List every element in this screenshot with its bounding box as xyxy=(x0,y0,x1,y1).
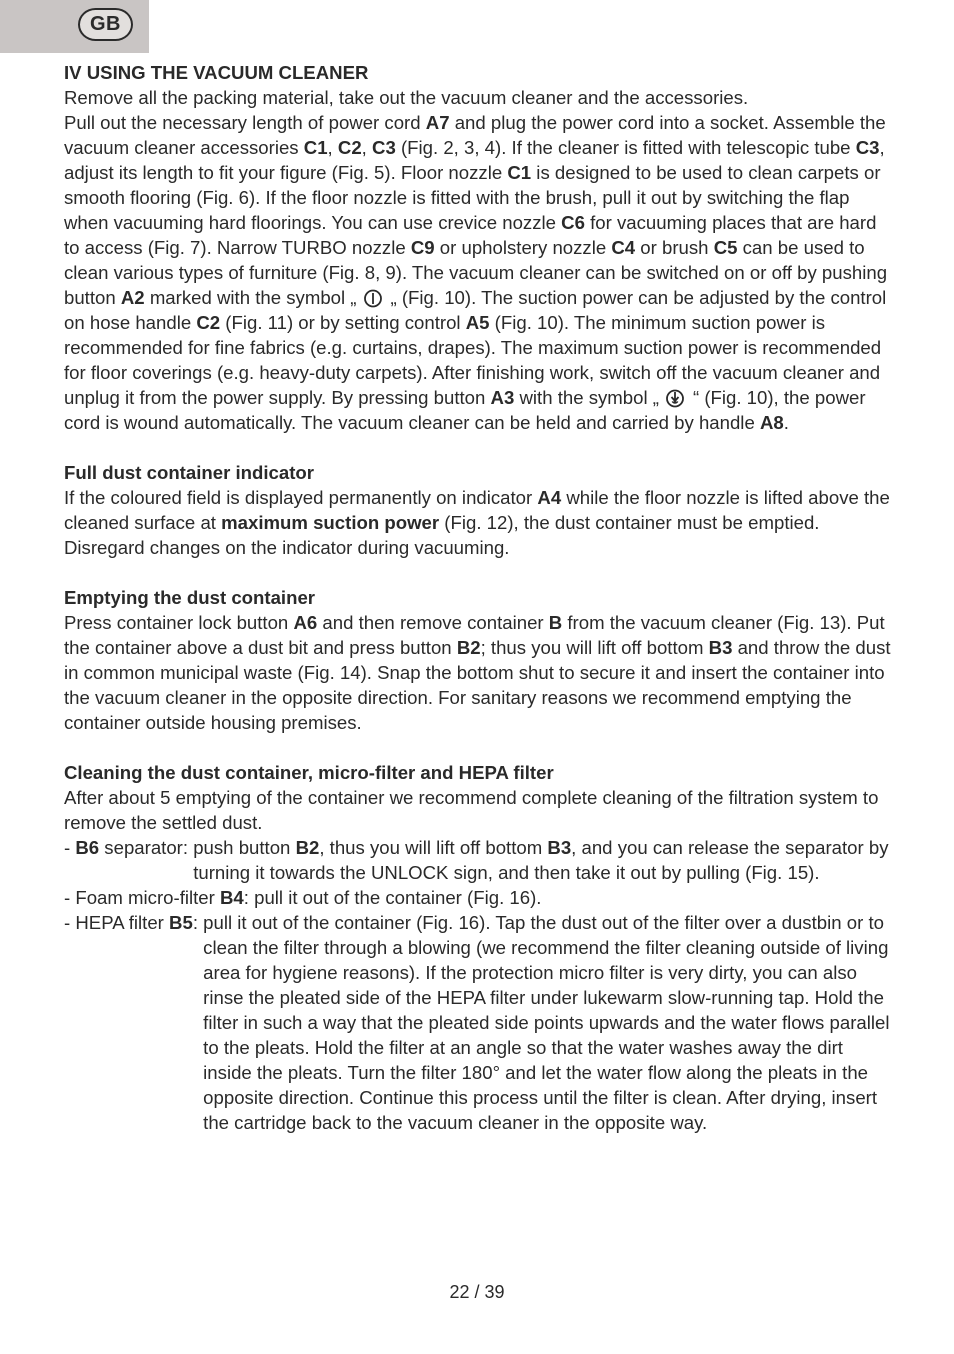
section-title-emptying: Emptying the dust container xyxy=(64,587,316,608)
spacer xyxy=(64,435,894,460)
list-item-body: pull it out of the container (Fig. 16). Tap the dust out of the filter over a dustbin or to clean the filter through a blowing (we recommend the filter cleaning outside of living area for hygiene reasons). If the protection micro filter is very dirty, you can also rinse the pleated side of the HEPA filter under lukewarm slow-running tap. Hold the filter in such a way that the pleated side points upwards and the water flows parallel to the pleats. Hold the filter at an angle so that the water washes away the dirt inside the pleats. Turn the filter 180° and let the water flow along the pleats in the opposite direction. Continue this process until the filter is clean. After drying, insert the cartridge back to the vacuum cleaner in the opposite way. xyxy=(203,912,890,1133)
list-item-b6-separator xyxy=(64,835,894,885)
spacer xyxy=(64,735,894,760)
section-using-body: Pull out the necessary length of power cord A7 and plug the power cord into a socket. Assemble the vacuum cleaner accessories C1, C2, C3 (Fig. 2, 3, 4). If the cleaner is fitted with telescopic tube C3, adjust its length to fit your figure (Fig. 5). Floor nozzle C1 is designed to be used to clean carpets or smooth flooring (Fig. 6). If the floor nozzle is fitted with the brush, pull it out by switching the flap when vacuuming hard floorings. You can use crevice nozzle C6 for vacuuming places that are hard to access (Fig. 7). Narrow TURBO nozzle C9 or upholstery nozzle C4 or brush C5 can be used to clean various types of furniture (Fig. 8, 9). The vacuum cleaner can be switched on or off by pushing button A2 marked with the symbol „ „ (Fig. 10). The suction power can be adjusted by the control on hose handle C2 (Fig. 11) or by setting control A5 (Fig. 10). The minimum suction power is recommended for fine fabrics (e.g. curtains, drapes). The maximum suction power is recommended for floor coverings (e.g. heavy-duty carpets). After finishing work, switch off the vacuum cleaner and unplug it from the power supply. By pressing button A3 with the symbol „ “ (Fig. 10), the power cord is wound automatically. The vacuum cleaner can be held and carried by handle A8. xyxy=(64,112,888,433)
section-cleaning-intro: After about 5 emptying of the container we recommend complete cleaning of the filtration system to remove the settled dust. xyxy=(64,787,879,833)
section-indicator-body: If the coloured field is displayed permanently on indicator A4 while the floor nozzle is lifted above the cleaned surface at maximum suction power (Fig. 12), the dust container must be emptied. Disregard changes on the indicator during vacuuming. xyxy=(64,487,890,558)
language-tab xyxy=(0,0,149,53)
cord-rewind-icon xyxy=(665,388,685,408)
section-title-indicator: Full dust container indicator xyxy=(64,462,314,483)
list-item-body: push button B2, thus you will lift off bottom B3, and you can release the separator by turning it towards the UNLOCK sign, and then take it out by pulling (Fig. 15). xyxy=(193,837,889,883)
list-item-lead: - B6 separator: xyxy=(64,837,194,858)
list-item-lead: - HEPA filter B5: xyxy=(64,912,204,933)
language-badge: GB xyxy=(78,8,133,41)
page-number: 22 / 39 xyxy=(449,1282,505,1302)
section-emptying-body: Press container lock button A6 and then remove container B from the vacuum cleaner (Fig. 13). Put the container above a dust bit and press button B2; thus you will lift off bottom B3 and throw the dust in common municipal waste (Fig. 14). Snap the bottom shut to secure it and insert the container into the vacuum cleaner in the opposite direction. For sanitary reasons we recommend emptying the container outside housing premises. xyxy=(64,612,891,733)
spacer xyxy=(64,560,894,585)
manual-content xyxy=(64,60,894,1135)
power-symbol-icon xyxy=(363,288,383,308)
section-using-line1: Remove all the packing material, take out the vacuum cleaner and the accessories. xyxy=(64,87,749,108)
list-item-b5-hepa xyxy=(64,910,894,1135)
list-item-b4-microfilter: - Foam micro-filter B4: pull it out of the container (Fig. 16). xyxy=(64,887,542,908)
section-title-using: IV USING THE VACUUM CLEANER xyxy=(64,62,369,83)
section-title-cleaning: Cleaning the dust container, micro-filter and HEPA filter xyxy=(64,762,554,783)
